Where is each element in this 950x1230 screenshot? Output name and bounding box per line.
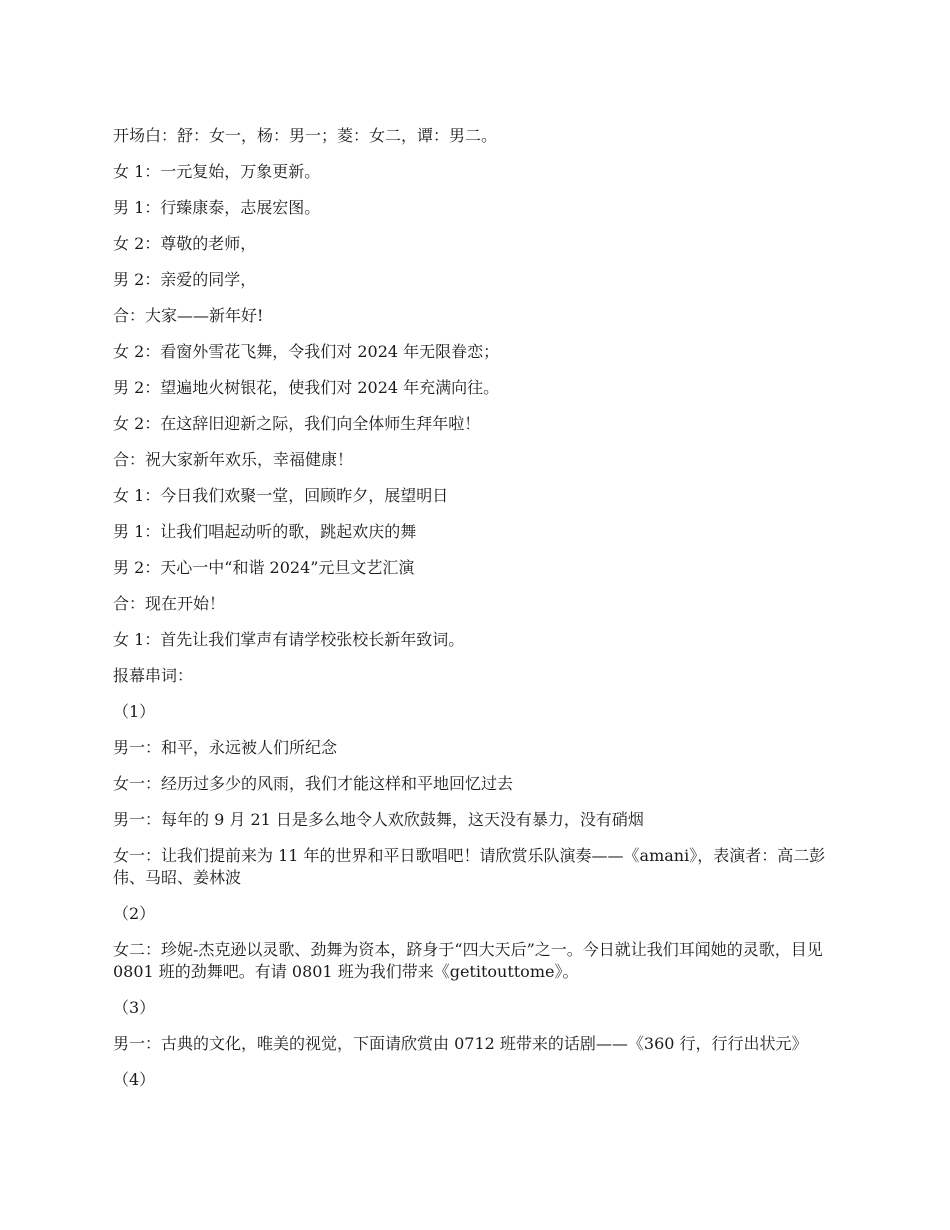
document-body [113,125,835,1105]
paragraph: 女 2：看窗外雪花飞舞，令我们对 2024 年无限眷恋； [113,342,500,361]
item-number: （2） [113,904,156,923]
paragraph: 合：祝大家新年欢乐，幸福健康！ [113,450,354,469]
paragraph: 男 2：望遍地火树银花，使我们对 2024 年充满向往。 [113,378,500,397]
paragraph: 合：大家——新年好! [113,306,264,325]
paragraph: 男 1：行臻康泰，志展宏图。 [113,198,321,217]
paragraph: 女 2：在这辞旧迎新之际，我们向全体师生拜年啦！ [113,414,481,433]
item-number: （1） [113,702,156,721]
paragraph: 男一：和平，永远被人们所纪念 [113,738,338,757]
paragraph: 女 1：一元复始，万象更新。 [113,162,321,181]
paragraph: 男 1：让我们唱起动听的歌，跳起欢庆的舞 [113,522,417,541]
paragraph: 女 2：尊敬的老师， [113,234,257,253]
paragraph: 女 1：首先让我们掌声有请学校张校长新年致词。 [113,630,465,649]
paragraph: 女 1：今日我们欢聚一堂，回顾昨夕，展望明日 [113,486,449,505]
paragraph: 开场白：舒：女一，杨：男一；菱：女二，谭：男二。 [113,126,498,145]
paragraph: 女二：珍妮-杰克逊以灵歌、劲舞为资本，跻身于“四大天后”之一。今日就让我们耳闻她的灵歌，目见 0801 班的劲舞吧。有请 0801 班为我们带来《getitouttome》。 [113,940,823,981]
paragraph: 男 2：天心一中“和谐 2024”元旦文艺汇演 [113,558,415,577]
paragraph: 男一：古典的文化，唯美的视觉，下面请欣赏由 0712 班带来的话剧——《360 行，行行出状元》 [113,1034,808,1053]
paragraph: 男 2：亲爱的同学， [113,270,257,289]
paragraph: 合：现在开始！ [113,594,226,613]
item-number: （4） [113,1070,156,1089]
paragraph: 男一：每年的 9 月 21 日是多么地令人欢欣鼓舞，这天没有暴力，没有硝烟 [113,810,644,829]
paragraph: 女一：让我们提前来为 11 年的世界和平日歌唱吧！请欣赏乐队演奏——《amani》，表演者：高二彭伟、马昭、姜林波 [113,846,826,887]
item-number: （3） [113,998,156,1017]
section-heading: 报幕串词： [113,666,194,685]
paragraph: 女一：经历过多少的风雨，我们才能这样和平地回忆过去 [113,774,514,793]
